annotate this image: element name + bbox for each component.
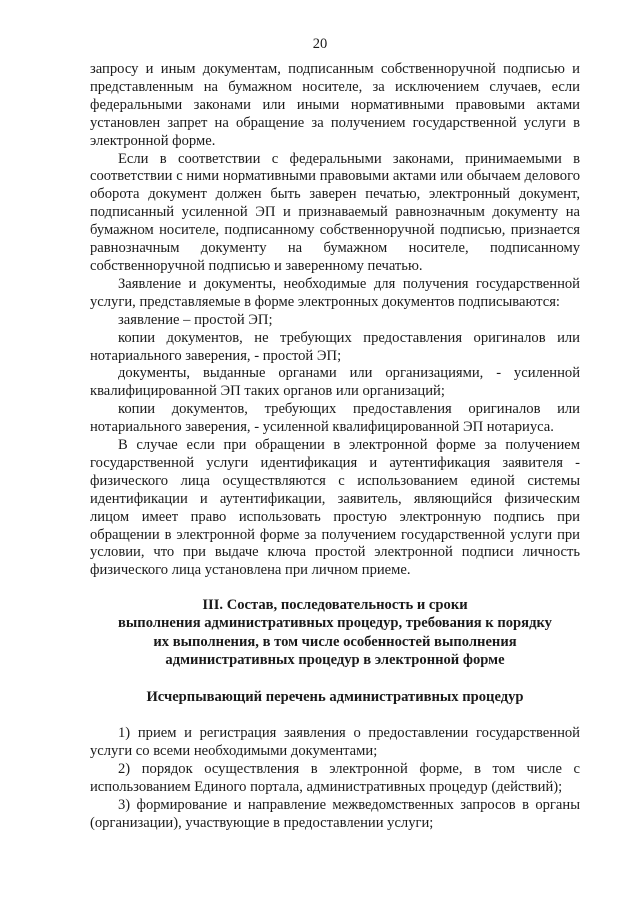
section-title (90, 596, 580, 669)
section-title-line: их выполнения, в том числе особенностей выполнения (153, 633, 517, 650)
paragraph: документы, выданные органами или организациями, - усиленной квалифицированной ЭП таких органов или организаций; (90, 365, 580, 400)
paragraph: В случае если при обращении в электронной форме за получением государственной услуги идентификация и аутентификация заявителя - физического лица осуществляются с использованием единой системы идентификации и аутентификации, заявитель, являющийся физическим лицом имеет право использовать простую электронную подпись при обращении в электронной форме за получением государственной услуги при условии, что при выдаче ключа простой электронной подписи личность физического лица установлена при личном приеме. (90, 437, 580, 579)
list-item: 2) порядок осуществления в электронной форме, в том числе с использованием Единого портала, административных процедур (действий); (90, 760, 580, 795)
list-item: 1) прием и регистрация заявления о предоставлении государственной услуги со всеми необходимыми документами; (90, 725, 580, 759)
paragraph: Заявление и документы, необходимые для получения государственной услуги, представляемые в форме электронных документов подписываются: (90, 275, 580, 310)
subsection-title: Исчерпывающий перечень административных процедур (146, 689, 524, 706)
page-number: 20 (312, 36, 328, 52)
paragraph: копии документов, не требующих предоставления оригиналов или нотариального заверения, - простой ЭП; (90, 329, 580, 364)
paragraph: запросу и иным документам, подписанным собственноручной подписью и представленным на бумажном носителе, за исключением случаев, если федеральными законами или иными нормативными правовыми актами установлен запрет на обращение за получением государственной услуги в электронной форме. (90, 61, 580, 149)
section-title-line: административных процедур в электронной форме (165, 651, 505, 668)
list-item: 3) формирование и направление межведомственных запросов в органы (организации), участвующие в предоставлении услуги; (90, 796, 580, 831)
document-body (90, 61, 580, 833)
paragraph: копии документов, требующих предоставления оригиналов или нотариального заверения, - усиленной квалифицированной ЭП нотариуса. (90, 401, 580, 436)
paragraph: заявление – простой ЭП; (118, 311, 273, 328)
section-title-line: выполнения административных процедур, требования к порядку (118, 615, 552, 632)
section-title-line: III. Состав, последовательность и сроки (202, 597, 468, 614)
paragraph: Если в соответствии с федеральными законами, принимаемыми в соответствии с ними нормативными правовыми актами или обычаем делового оборота документ должен быть заверен печатью, электронный документ, подписанный усиленной ЭП и признаваемый равнозначным документу на бумажном носителе, подписанному собственноручной подписью, признается равнозначным документу на бумажном носителе, подписанному собственноручной подписью и заверенному печатью. (90, 150, 580, 274)
